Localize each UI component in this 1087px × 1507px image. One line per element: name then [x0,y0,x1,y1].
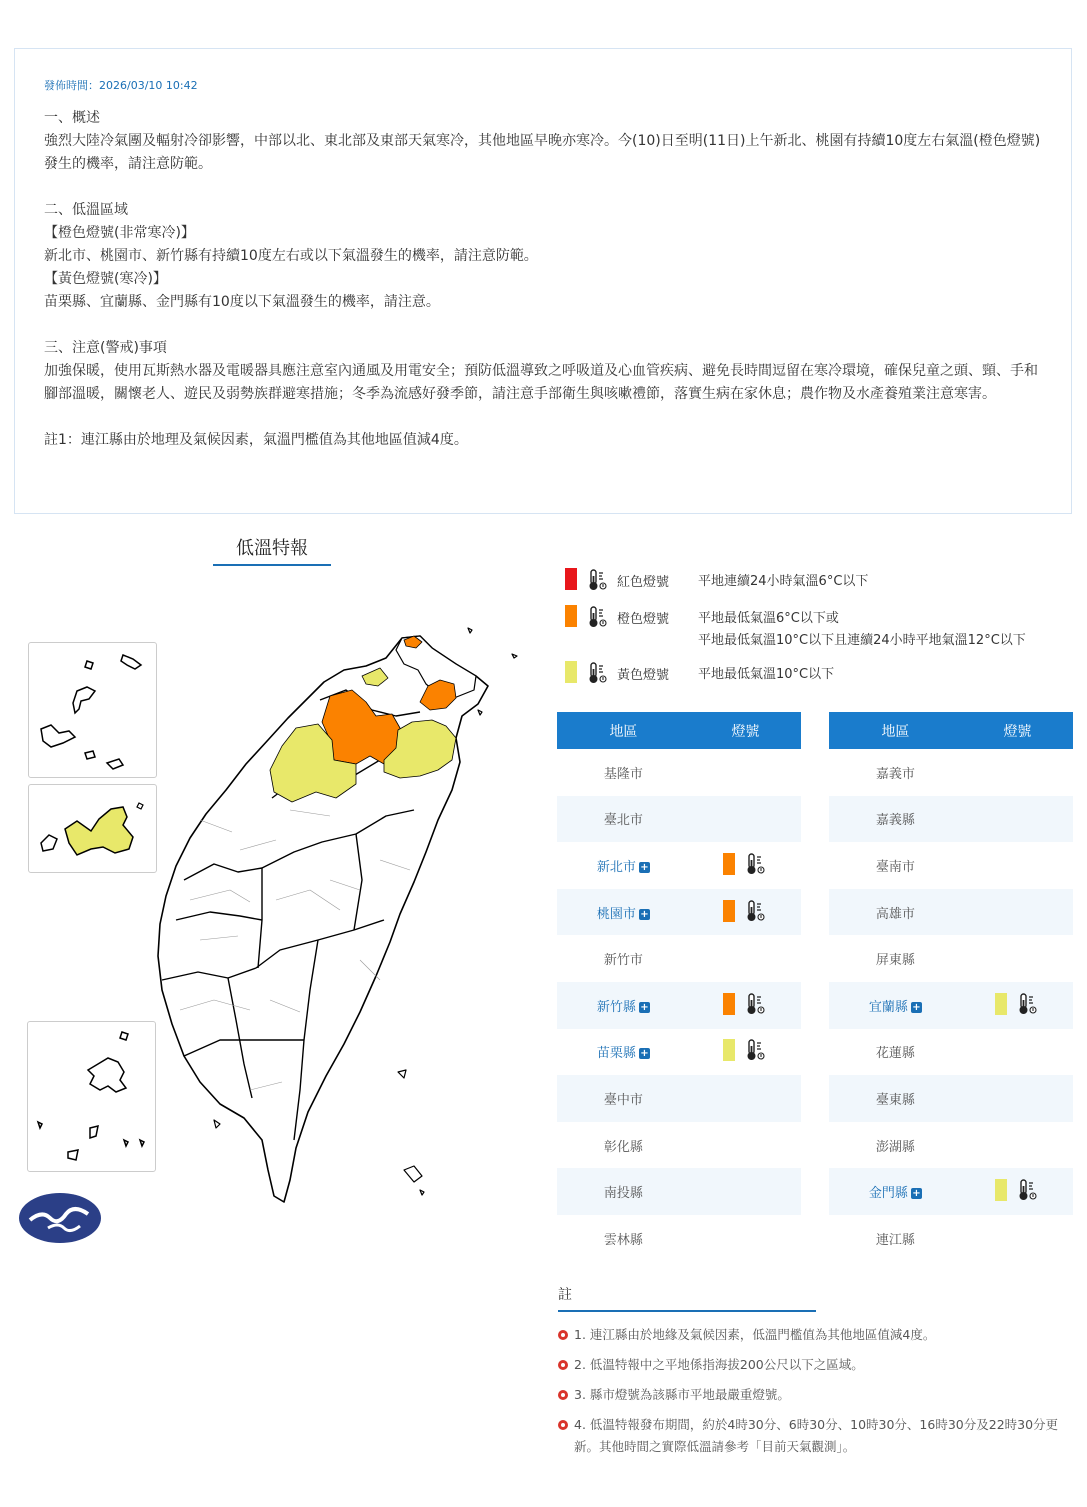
signal-swatch [995,1179,1007,1201]
region-name: 嘉義縣 [875,813,915,829]
map-title [213,534,331,566]
table-row [557,982,801,1029]
region-table-left [557,712,801,1262]
signal-cell [962,982,1073,1029]
region-cell [557,935,690,982]
col-region: 地區 [829,712,962,749]
overview-title: 一、概述 [44,110,100,126]
signal-swatch [723,900,735,922]
section-low-temp-areas [44,199,1043,314]
thermometer-icon [585,568,609,592]
region-name: 花蓮縣 [875,1046,915,1062]
signal-cell [962,749,1073,796]
region-name: 臺北市 [603,813,643,829]
section-overview [44,107,1043,176]
legend-yellow-desc: 平地最低氣溫10°C以下 [698,667,835,682]
signal-cell [690,889,801,936]
signal-swatch [723,1039,735,1061]
region-name[interactable]: 苗栗縣 [596,1046,636,1062]
orange-swatch [565,605,577,627]
region-cell [829,749,962,796]
bullet-icon [558,1390,568,1400]
note-item [558,1414,1068,1458]
signal-swatch [723,853,735,875]
region-name: 連江縣 [875,1232,915,1248]
region-cell[interactable] [557,889,690,936]
publish-time: 發佈時間：2026/03/10 10:42 [44,79,198,92]
table-row [829,982,1073,1029]
col-region: 地區 [557,712,690,749]
signal-cell [962,1029,1073,1076]
cwa-logo [18,1192,102,1244]
signal-cell [690,1029,801,1076]
note-text: 1. 連江縣由於地緣及氣候因素，低溫門檻值為其他地區值減4度。 [574,1327,936,1342]
legend-yellow-name: 黃色燈號 [617,668,670,683]
note-text: 4. 低溫特報發布期間，約於4時30分、6時30分、10時30分、16時30分及22時30分更新。其他時間之實際低溫請參考「目前天氣觀測」。 [574,1417,1059,1454]
legend-yellow [565,661,1065,683]
expand-plus-icon[interactable]: + [640,1001,649,1013]
signal-orange [723,992,767,1016]
legend-orange [565,605,1065,649]
table-row [557,749,801,796]
signal-swatch [723,993,735,1015]
region-cell [557,749,690,796]
col-signal: 燈號 [690,712,801,749]
table-row [829,1122,1073,1169]
region-cell [829,1215,962,1262]
region-cell[interactable] [557,982,690,1029]
expand-plus-icon[interactable]: + [640,1048,649,1060]
region-name[interactable]: 新竹縣 [596,999,636,1015]
signal-cell [962,796,1073,843]
taiwan-map [0,620,540,1210]
legend-red-name: 紅色燈號 [617,575,670,590]
thermometer-icon [1015,1178,1039,1202]
note-text: 2. 低溫特報中之平地係指海拔200公尺以下之區域。 [574,1357,864,1372]
region-table-right [829,712,1073,1262]
region-cell [557,1215,690,1262]
signal-swatch [995,993,1007,1015]
region-name: 澎湖縣 [875,1139,915,1155]
region-name: 高雄市 [875,906,915,922]
region-name[interactable]: 金門縣 [868,1186,908,1202]
region-cell [557,1122,690,1169]
table-row [829,749,1073,796]
legend-orange-name: 橙色燈號 [617,612,670,627]
thermometer-icon [743,852,767,876]
bullet-icon [558,1420,568,1430]
signal-cell [962,935,1073,982]
signal-cell [690,1168,801,1215]
region-cell [557,1168,690,1215]
signal-orange [723,852,767,876]
section-precautions [44,337,1043,406]
legend-red [565,568,1065,590]
signal-cell [690,1215,801,1262]
note-text: 3. 縣市燈號為該縣市平地最嚴重燈號。 [574,1387,790,1402]
thermometer-icon [1015,992,1039,1016]
note-1: 註1：連江縣由於地理及氣候因素，氣溫門檻值為其他地區值減4度。 [44,432,468,448]
region-cell[interactable] [557,1029,690,1076]
legend-orange-desc [698,608,1026,652]
notes-list [558,1324,1068,1458]
legend-orange-desc-2: 平地最低氣溫10°C以下且連續24小時平地氣溫12°C以下 [698,633,1026,648]
region-name: 雲林縣 [603,1232,643,1248]
signal-yellow [723,1038,767,1062]
expand-plus-icon[interactable]: + [912,1001,921,1013]
thermometer-icon [743,1038,767,1062]
signal-cell [962,1122,1073,1169]
expand-plus-icon[interactable]: + [640,861,649,873]
signal-yellow [995,1178,1039,1202]
notes-title: 註 [558,1284,816,1312]
table-row [829,1075,1073,1122]
signal-legend [565,568,1065,683]
yellow-head: 【黃色燈號(寒冷)】 [44,271,167,287]
region-name: 南投縣 [603,1186,643,1202]
region-cell [829,1122,962,1169]
signal-yellow [995,992,1039,1016]
precautions-title: 三、注意(警戒)事項 [44,340,167,356]
signal-cell [962,889,1073,936]
region-name: 基隆市 [603,766,643,782]
table-row [557,1075,801,1122]
signal-cell [690,842,801,889]
region-cell [829,842,962,889]
table-row [557,889,801,936]
region-name: 彰化縣 [603,1139,643,1155]
thermometer-icon [743,899,767,923]
region-name: 臺中市 [603,1092,643,1108]
signal-cell [962,842,1073,889]
note-item [558,1324,1068,1346]
region-name[interactable]: 桃園市 [596,906,636,922]
region-cell [829,889,962,936]
red-swatch [565,568,577,590]
region-name: 嘉義市 [875,766,915,782]
signal-cell [690,935,801,982]
region-cell [557,796,690,843]
table-row [829,1215,1073,1262]
signal-cell [690,982,801,1029]
region-name: 臺南市 [875,859,915,875]
region-name[interactable]: 新北市 [596,859,636,875]
yellow-swatch [565,661,577,683]
thermometer-icon [743,992,767,1016]
bullet-icon [558,1330,568,1340]
areas-title: 二、低溫區域 [44,202,128,218]
thermometer-icon [585,661,609,685]
region-cell [829,1075,962,1122]
bullet-icon [558,1360,568,1370]
region-cell [557,1075,690,1122]
region-cell [829,796,962,843]
region-cell[interactable] [557,842,690,889]
signal-cell [962,1215,1073,1262]
table-row [557,935,801,982]
region-cell[interactable] [829,1168,962,1215]
precautions-body: 加強保暖，使用瓦斯熱水器及電暖器具應注意室內通風及用電安全；預防低溫導致之呼吸道及心血管疾病、避免長時間逗留在寒冷環境，確保兒童之頭、頸、手和腳部溫暖，關懷老人、遊民及弱勢族群避寒措施；冬季為流感好發季節，請注意手部衛生與咳嗽禮節，落實生病在家休息；農作物及水產養殖業注意寒害。 [44,363,1038,402]
region-cell[interactable] [829,982,962,1029]
signal-cell [690,749,801,796]
region-cell [829,935,962,982]
region-name: 臺東縣 [875,1092,915,1108]
region-name: 屏東縣 [875,953,915,969]
note-item [558,1384,1068,1406]
table-row [557,1168,801,1215]
notes-section [558,1284,1068,1466]
signal-cell [690,796,801,843]
table-row [829,889,1073,936]
expand-plus-icon[interactable]: + [912,1188,921,1200]
legend-orange-desc-1: 平地最低氣溫6°C以下或 [698,611,839,626]
table-row [557,796,801,843]
table-row [557,842,801,889]
orange-body: 新北市、桃園市、新竹縣有持續10度左右或以下氣溫發生的機率，請注意防範。 [44,248,538,264]
signal-cell [962,1168,1073,1215]
notice-panel [14,48,1072,514]
legend-red-desc: 平地連續24小時氣溫6°C以下 [698,574,869,589]
table-row [829,1029,1073,1076]
table-row [829,1168,1073,1215]
signal-cell [962,1075,1073,1122]
table-row [557,1215,801,1262]
signal-orange [723,899,767,923]
map-title-text: 低溫特報 [213,534,331,566]
region-cell [829,1029,962,1076]
table-row [829,842,1073,889]
signal-cell [690,1075,801,1122]
thermometer-icon [585,605,609,629]
orange-head: 【橙色燈號(非常寒冷)】 [44,225,195,241]
table-row [557,1029,801,1076]
yellow-body: 苗栗縣、宜蘭縣、金門縣有10度以下氣溫發生的機率，請注意。 [44,294,440,310]
overview-body: 強烈大陸冷氣團及輻射冷卻影響，中部以北、東北部及東部天氣寒冷，其他地區早晚亦寒冷。今(10)日至明(11日)上午新北、桃園有持續10度左右氣溫(橙色燈號)發生的機率，請注意防範。 [44,133,1041,172]
table-row [829,796,1073,843]
signal-cell [690,1122,801,1169]
expand-plus-icon[interactable]: + [640,908,649,920]
region-name: 新竹市 [603,953,643,969]
col-signal: 燈號 [962,712,1073,749]
table-row [829,935,1073,982]
section-note [44,429,1043,452]
note-item [558,1354,1068,1376]
region-name[interactable]: 宜蘭縣 [868,999,908,1015]
table-row [557,1122,801,1169]
